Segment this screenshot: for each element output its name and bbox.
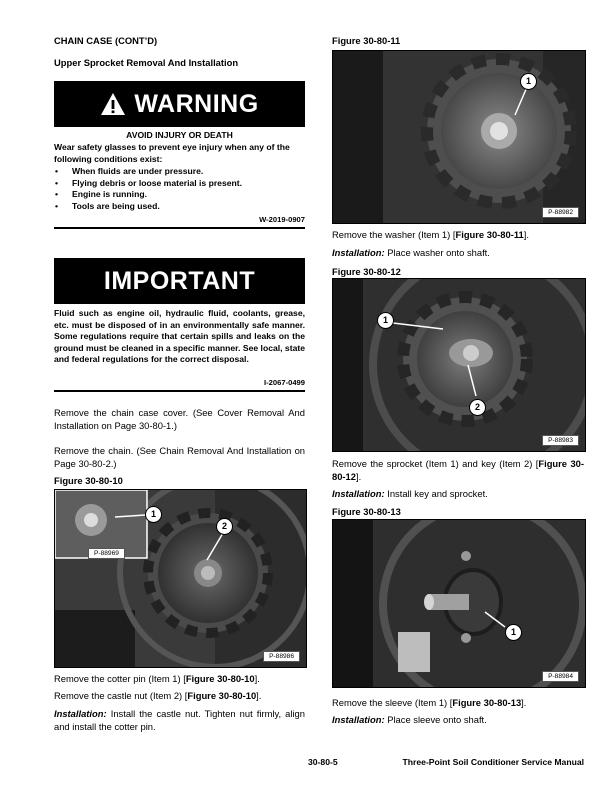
page-number: 30-80-5	[308, 757, 338, 767]
section-title: CHAIN CASE (CONT’D)	[54, 35, 158, 46]
warning-triangle-icon	[100, 92, 126, 116]
step-remove-washer: Remove the washer (Item 1) [Figure 30-80-11].	[332, 229, 529, 240]
callout-1: 1	[505, 624, 522, 641]
callout-2: 2	[216, 518, 233, 535]
step-remove-sprocket: Remove the sprocket (Item 1) and key (Item 2) [Figure 30-80-12].	[332, 458, 584, 482]
warning-code: W-2019-0907	[259, 215, 305, 224]
warning-bullet-list	[54, 166, 305, 212]
photo-label: P-88983	[542, 435, 579, 446]
sprocket-photo-drawing	[333, 279, 585, 451]
figure-30-80-10-photo	[54, 489, 307, 668]
sprocket-photo-drawing	[55, 490, 306, 667]
callout-1: 1	[520, 73, 537, 90]
step-remove-cover: Remove the chain case cover. (See Cover Removal And Installation on Page 30-80-1.)	[54, 407, 305, 431]
installation-note: Installation: Install key and sprocket.	[332, 488, 488, 499]
callout-2: 2	[469, 399, 486, 416]
figure-caption: Figure 30-80-10	[54, 475, 123, 486]
warning-intro: Wear safety glasses to prevent eye injury when any of the following conditions exist:	[54, 142, 290, 164]
important-body: Fluid such as engine oil, hydraulic fluid, coolants, grease, etc. must be disposed of in an environmentally safe manner. Some regulations require that certain spills and leaks on the ground must be cleaned in a specific manner. See local, state and federal regulations for the correct disposal.	[54, 308, 305, 364]
figure-caption: Figure 30-80-13	[332, 506, 401, 517]
list-item: • When fluids are under pressure.	[54, 166, 305, 178]
important-code: I-2067-0499	[264, 378, 305, 387]
callout-1: 1	[377, 312, 394, 329]
installation-note: Installation: Place sleeve onto shaft.	[332, 714, 487, 725]
important-bottom-rule	[54, 390, 305, 392]
manual-title: Three-Point Soil Conditioner Service Manual	[402, 757, 584, 767]
important-banner: IMPORTANT	[54, 258, 305, 304]
sprocket-photo-drawing	[333, 51, 585, 223]
installation-note: Installation: Place washer onto shaft.	[332, 247, 490, 258]
callout-1: 1	[145, 506, 162, 523]
photo-label: P-88982	[542, 207, 579, 218]
photo-label: P-88986	[263, 651, 300, 662]
warning-title: WARNING	[134, 89, 259, 118]
step-remove-castle-nut: Remove the castle nut (Item 2) [Figure 30-80-10].	[54, 690, 262, 701]
inset-photo-label: P-88969	[88, 548, 125, 559]
figure-caption: Figure 30-80-12	[332, 266, 401, 277]
step-remove-chain: Remove the chain. (See Chain Removal And Installation on Page 30-80-2.)	[54, 445, 305, 469]
shaft-photo-drawing	[333, 520, 585, 687]
warning-bottom-rule	[54, 227, 305, 229]
list-item: • Tools are being used.	[54, 201, 305, 213]
step-remove-cotter-pin: Remove the cotter pin (Item 1) [Figure 30-80-10].	[54, 673, 260, 684]
figure-caption: Figure 30-80-11	[332, 35, 401, 46]
figure-30-80-13-photo	[332, 519, 586, 688]
photo-label: P-88984	[542, 671, 579, 682]
step-remove-sleeve: Remove the sleeve (Item 1) [Figure 30-80-13].	[332, 697, 527, 708]
figure-30-80-12-photo	[332, 278, 586, 452]
warning-heading: AVOID INJURY OR DEATH	[126, 130, 233, 140]
figure-30-80-11-photo	[332, 50, 586, 224]
warning-banner	[54, 81, 305, 127]
subsection-title: Upper Sprocket Removal And Installation	[54, 57, 239, 68]
list-item: • Flying debris or loose material is present.	[54, 178, 305, 190]
list-item: • Engine is running.	[54, 189, 305, 201]
installation-note: Installation: Install the castle nut. Tighten nut firmly, align and install the cotter pin.	[54, 708, 305, 732]
